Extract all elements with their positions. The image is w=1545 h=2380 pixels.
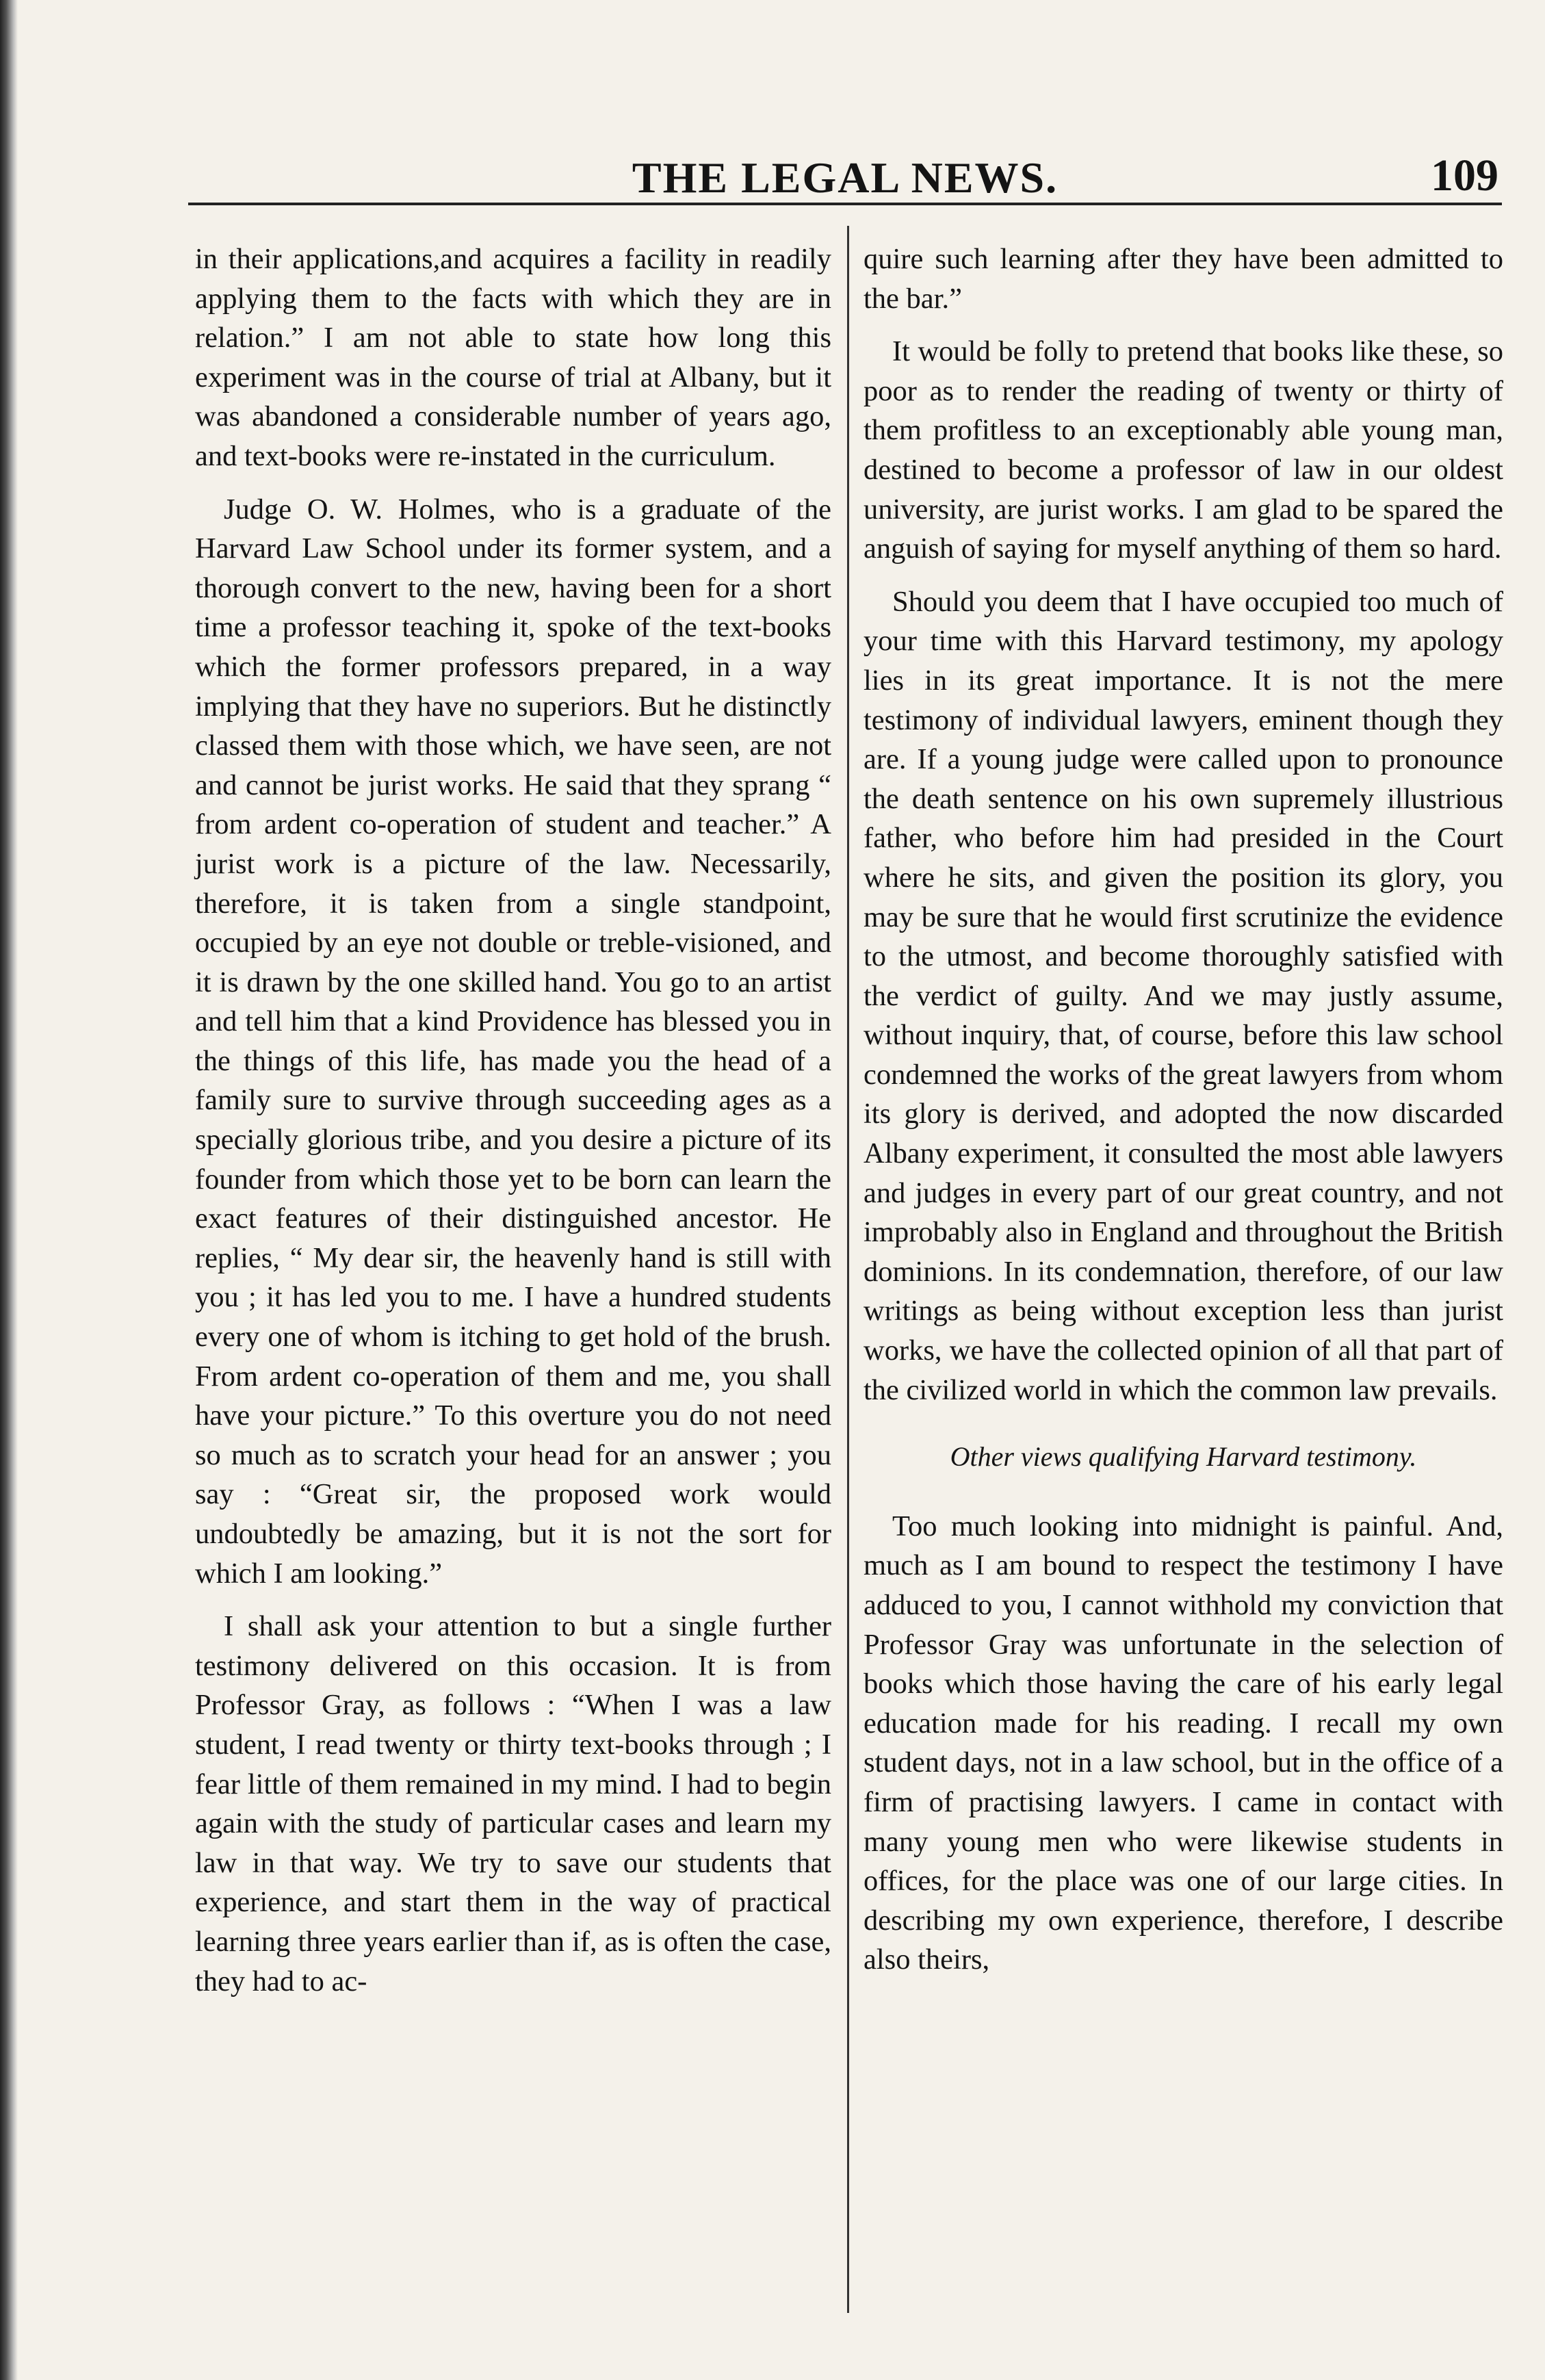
page-header [192,140,1498,209]
header-rule [188,203,1502,205]
page-number: 109 [1431,151,1498,201]
paragraph: in their applications,and acquires a facility in readily applying them to the facts with which they are in relation.” I am not able to state how long this experiment was in the course of trial at Albany, but it was abandoned a considerable number of years ago, and text-books were re-instated in the curriculum. [195,243,831,472]
paragraph: Should you deem that I have occupied too much of your time with this Harvard testimony, my apology lies in its great importance. It is not the mere testimony of individual lawyers, eminent though they are. If a young judge were called upon to pronounce the death sentence on his own supremely illustrious father, who before him had presided in the Court where he sits, and given the position its glory, you may be sure that he would first scrutinize the evidence to the utmost, and become thoroughly satisfied with the verdict of guilty. And we may justly assume, without inquiry, that, of course, before this law school condemned the works of the great lawyers from whom its glory is derived, and adopted the now discarded Albany experiment, it consulted the most able lawyers and judges in every part of our great country, and not improbably also in England and throughout the British dominions. In its condemnation, therefore, of our law writings as being without exception less than jurist works, we have the collected opinion of all that part of the civilized world in which the common law prevails. [864,585,1503,1406]
paragraph: I shall ask your attention to but a single further testimony delivered on this occasion. It is from Professor Gray, as follows : “When I was a law student, I read twenty or thirty text-books through ; I fear little of them remained in my mind. I had to begin again with the study of particular cases and learn my law in that way. We try to save our students that experience, and start them in the way of practical learning three years earlier than if, as is often the case, they had to ac- [195,1610,831,1997]
left-column [195,240,831,2015]
right-column [864,240,1503,1993]
running-title: THE LEGAL NEWS. [632,153,1059,202]
paragraph: It would be folly to pretend that books like these, so poor as to render the reading of twenty or thirty of them profitless to an exceptionably able young man, destined to become a professor of law in our oldest university, are jurist works. I am glad to be spared the anguish of saying for myself anything of them so hard. [864,335,1503,565]
scan-edge-shadow [0,0,18,2380]
paragraph: quire such learning after they have been admitted to the bar.” [864,243,1503,315]
paragraph: Too much looking into midnight is painful. And, much as I am bound to respect the testimony I have adduced to you, I cannot withhold my conviction that Professor Gray was unfortunate in the selection of books which those having the care of his early legal education made for his reading. I recall my own student days, not in a law school, but in the office of a firm of practising lawyers. I came in contact with many young men who were likewise students in offices, for the place was one of our large cities. In describing my own experience, therefore, I describe also theirs, [864,1510,1503,1976]
paragraph: Judge O. W. Holmes, who is a graduate of the Harvard Law School under its former system, and a thorough convert to the new, having been for a short time a professor teaching it, spoke of the text-books which the former professors prepared, in a way implying that they have no superiors. But he distinctly classed them with those which, we have seen, are not and cannot be jurist works. He said that they sprang “ from ardent co-operation of student and teacher.” A jurist work is a picture of the law. Necessarily, therefore, it is taken from a single standpoint, occupied by an eye not double or treble-visioned, and it is drawn by the one skilled hand. You go to an artist and tell him that a kind Providence has blessed you in the things of this life, has made you the head of a family sure to survive through succeeding ages as a specially glorious tribe, and you desire a picture of its founder from which those yet to be born can learn the exact features of their distinguished ancestor. He replies, “ My dear sir, the heavenly hand is still with you ; it has led you to me. I have a hundred students every one of whom is itching to get hold of the brush. From ardent co-operation of them and me, you shall have your picture.” To this overture you do not need so much as to scratch your head for an answer ; you say : “Great sir, the proposed work would undoubtedly be amazing, but it is not the sort for which I am looking.” [195,493,831,1590]
column-divider [847,226,849,2313]
section-subheading: Other views qualifying Harvard testimony. [950,1441,1417,1473]
